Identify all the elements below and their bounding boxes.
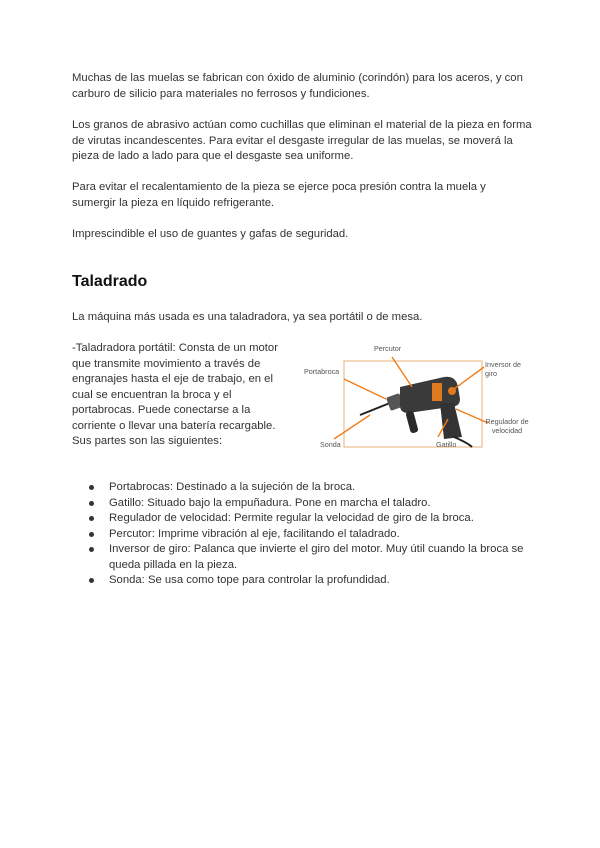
list-item-text: Sonda: Se usa como tope para controlar la profundidad. — [109, 574, 390, 586]
bullet-icon — [89, 578, 94, 583]
bullet-icon — [89, 485, 94, 490]
label-percutor: Percutor — [374, 344, 402, 353]
bullet-icon — [89, 532, 94, 537]
drill-diagram — [304, 343, 532, 455]
drill-parts-list — [72, 480, 542, 589]
bullet-icon — [89, 516, 94, 521]
label-regulador-de-velocidad: Regulador de velocidad — [485, 417, 529, 435]
label-portabroca: Portabroca — [304, 367, 340, 376]
label-sonda: Sonda — [320, 440, 341, 449]
list-item — [72, 527, 542, 543]
list-item — [72, 480, 542, 496]
list-item — [72, 542, 542, 573]
list-item-text: Gatillo: Situado bajo la empuñadura. Pone en marcha el taladro. — [109, 496, 431, 509]
list-item-text: Portabrocas: Destinado a la sujeción de la broca. — [109, 481, 356, 493]
paragraph-abrasive-grains: Los granos de abrasivo actúan como cuchillas que eliminan el material de la pieza en forma de virutas incandescentes. Para evitar el desgaste irregular de las muelas, se moverá la pieza de lado a lado para que el desgaste sea uniforme. — [72, 119, 532, 162]
list-item — [72, 496, 542, 512]
bullet-icon — [89, 501, 94, 506]
section-intro: La máquina más usada es una taladradora, ya sea portátil o de mesa. — [72, 311, 423, 323]
paragraph-muelas-materials: Muchas de las muelas se fabrican con óxido de aluminio (corindón) para los aceros, y con carburo de silicio para materiales no ferrosos y fundiciones. — [72, 72, 523, 100]
list-item-text: Regulador de velocidad: Permite regular la velocidad de giro de la broca. — [109, 512, 474, 524]
list-item — [72, 573, 542, 589]
list-item — [72, 511, 542, 527]
list-item-text: Inversor de giro: Palanca que invierte el giro del motor. Muy útil cuando la broca se queda pillada en la pieza. — [109, 543, 524, 571]
list-item-text: Percutor: Imprime vibración al eje, facilitando el taladrado. — [109, 527, 400, 540]
bullet-icon — [89, 547, 94, 552]
paragraph-safety: Imprescindible el uso de guantes y gafas de seguridad. — [72, 228, 349, 240]
label-gatillo: Gatillo — [436, 440, 457, 449]
paragraph-overheating: Para evitar el recalentamiento de la pieza se ejerce poca presión contra la muela y sumergir la pieza en líquido refrigerante. — [72, 181, 486, 209]
label-inversor-de-giro: Inversor de giro — [485, 360, 521, 378]
portable-drill-description: -Taladradora portátil: Consta de un motor que transmite movimiento a través de engranajes hasta el eje de trabajo, en el cual se encuentran la broca y el portabrocas. Puede conectarse a la corriente o llevar una batería recargable. Sus partes son las siguientes: — [72, 342, 278, 447]
section-title: Taladrado — [72, 273, 148, 290]
